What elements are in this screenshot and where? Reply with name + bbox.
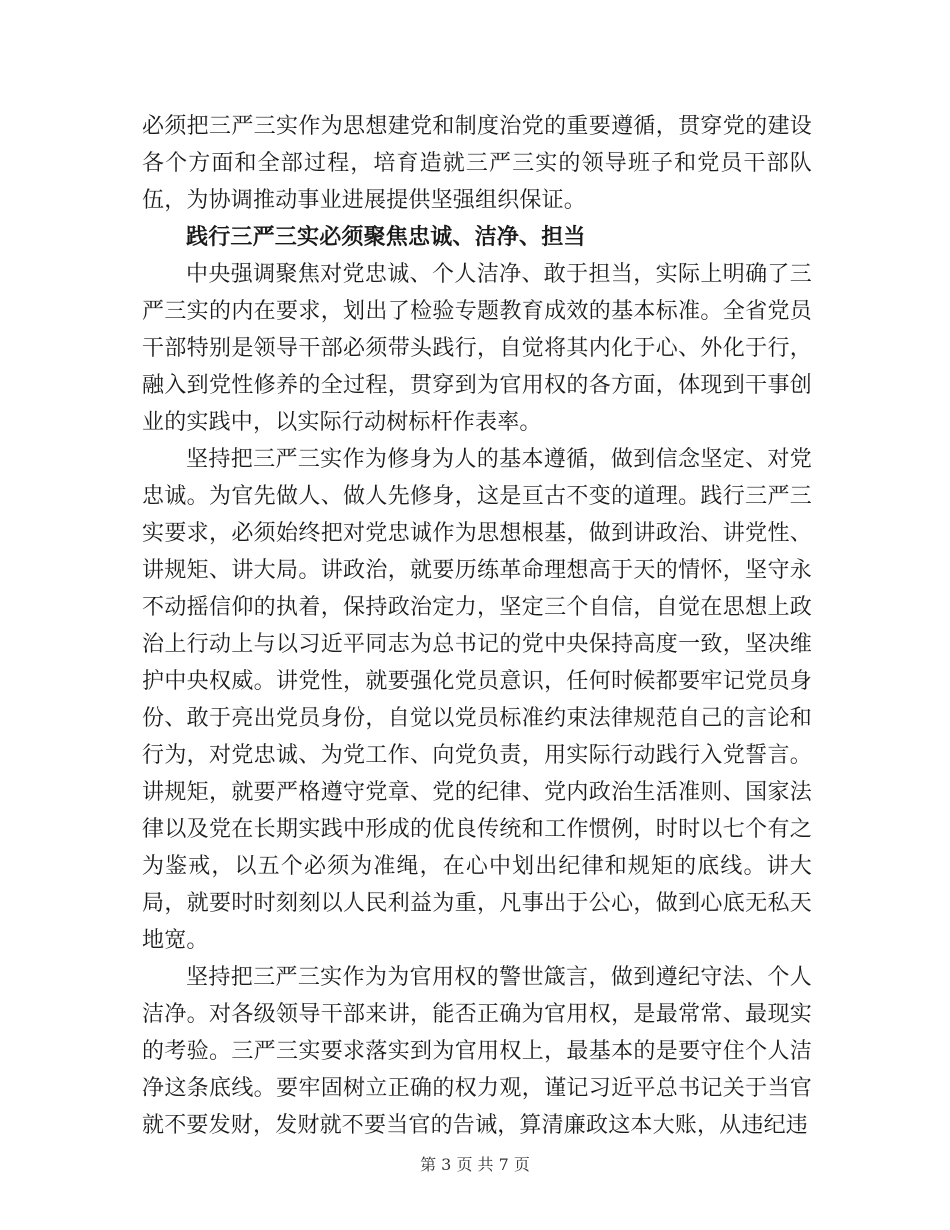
paragraph-continuation: 必须把三严三实作为思想建党和制度治党的重要遵循，贯穿党的建设各个方面和全部过程，培育造就三严三实的领导班子和党员干部队伍，为协调推动事业进展提供坚强组织保证。 [142,114,812,213]
page-number-footer: 第 3 页 共 7 页 [420,1155,530,1174]
paragraph-central-emphasis: 中央强调聚焦对党忠诚、个人洁净、敢于担当，实际上明确了三严三实的内在要求，划出了检验专题教育成效的基本标准。全省党员干部特别是领导干部必须带头践行，自觉将其内化于心、外化于行，融入到党性修养的全过程，贯穿到为官用权的各方面，体现到干事创业的实践中，以实际行动树标杆作表率。 [142,262,812,435]
section-heading: 践行三严三实必须聚焦忠诚、洁净、担当 [186,224,586,250]
paragraph-loyalty: 坚持把三严三实作为修身为人的基本遵循，做到信念坚定、对党忠诚。为官先做人、做人先修身，这是亘古不变的道理。践行三严三实要求，必须始终把对党忠诚作为思想根基，做到讲政治、讲党性、讲规矩、讲大局。讲政治，就要历练革命理想高于天的情怀，坚守永不动摇信仰的执着，保持政治定力，坚定三个自信，自觉在思想上政治上行动上与以习近平同志为总书记的党中央保持高度一致，坚决维护中央权威。讲党性，就要强化党员意识，任何时候都要牢记党员身份、敢于亮出党员身份，自觉以党员标准约束法律规范自己的言论和行为，对党忠诚、为党工作、向党负责，用实际行动践行入党誓言。讲规矩，就要严格遵守党章、党的纪律、党内政治生活准则、国家法律以及党在长期实践中形成的优良传统和工作惯例，时时以七个有之为鉴戒，以五个必须为准绳，在心中划出纪律和规矩的底线。讲大局，就要时时刻刻以人民利益为重，凡事出于公心，做到心底无私天地宽。 [142,447,812,953]
paragraph-integrity: 坚持把三严三实作为为官用权的警世箴言，做到遵纪守法、个人洁净。对各级领导干部来讲，能否正确为官用权，是最常常、最现实的考验。三严三实要求落实到为官用权上，最基本的是要守住个人洁净这条底线。要牢固树立正确的权力观，谨记习近平总书记关于当官就不要发财，发财就不要当官的告诫，算清廉政这本大账，从违纪违 [142,965,812,1138]
document-body [142,108,812,1144]
